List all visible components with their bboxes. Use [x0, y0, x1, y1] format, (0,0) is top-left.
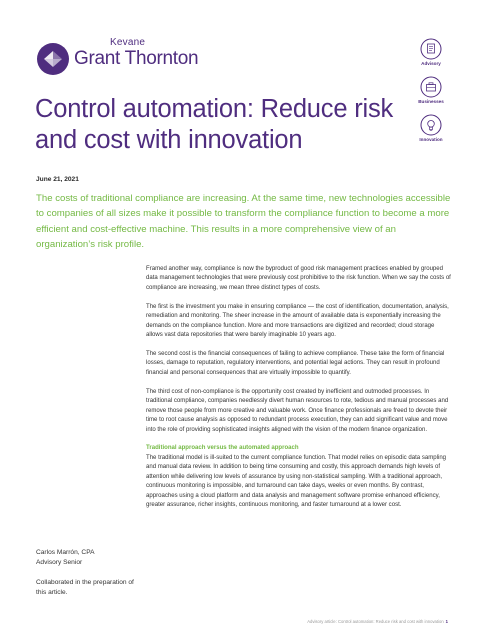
publish-date: June 21, 2021: [36, 176, 79, 183]
lead-paragraph: The costs of traditional compliance are increasing. At the same time, new technologies accessible to companies of all sizes make it possible to transform the compliance function to become a more efficient and cost-effective machine. This results in a more comprehensive view of an organization’s risk profile.: [36, 193, 451, 251]
category-icons: [413, 38, 449, 152]
article-body: [146, 265, 451, 520]
body-paragraph: Framed another way, compliance is now the byproduct of good risk management practices enabled by grouped data management technologies that were previously cost prohibitive to the risk function. When we say the costs of compliance are increasing, we mean three distinct types of costs.: [146, 266, 451, 291]
page-footer: [268, 619, 448, 624]
category-advisory[interactable]: [413, 38, 449, 76]
author-note: Collaborated in the preparation of this article.: [36, 579, 134, 596]
category-innovation[interactable]: [413, 114, 449, 152]
body-paragraph: The first is the investment you make in ensuring compliance — the cost of identification, documentation, analysis, remediation and monitoring. The sheer increase in the amount of available data is exponentially increasing the demands on the compliance function. More and more transactions are digitized and recorded; cloud storage allows vast data repositories that were barely imaginable 10 years ago.: [146, 303, 449, 339]
author-block: [36, 548, 136, 598]
author-name: Carlos Marrón, CPA: [36, 549, 95, 556]
company-logo: [36, 34, 206, 80]
author-role: Advisory Senior: [36, 559, 83, 566]
logo-brand: Grant Thornton: [74, 48, 199, 69]
body-paragraph: The third cost of non-compliance is the opportunity cost created by inefficient and outmoded processes. In traditional compliance, companies needlessly divert human resources to rote, tedious and manual processes and remove those people from more creative and valuable work. Once finance professionals are freed to devote their time to root cause analysis as opposed to redundant process execution, they can add significant value and move into the role of providing sophisticated insights aligned with the vision of the modern finance organization.: [146, 388, 449, 433]
body-paragraph: The traditional model is ill-suited to the current compliance function. That model relies on episodic data sampling and manual data review. In addition to being time consuming and costly, this approach demands high levels of attention while delivering low levels of assurance by using non-statistical sampling. With a traditional approach, continuous monitoring is impossible, and turnaround can take days, weeks or even months. By contrast, approaches using a cloud platform and data analysis and management software promise enhanced efficiency, greater assurance, richer insights, continuous monitoring, and faster turnaround at a lower cost.: [146, 454, 447, 509]
lightbulb-icon: [420, 114, 442, 136]
logo-subbrand: Kevane: [110, 37, 146, 48]
grant-thornton-mark-icon: [36, 42, 70, 76]
briefcase-icon: [420, 76, 442, 98]
document-icon: [420, 38, 442, 60]
category-label: Advisory: [421, 61, 441, 66]
section-subheading: Traditional approach versus the automated approach: [146, 445, 299, 452]
category-label: Businesses: [418, 99, 444, 104]
category-businesses[interactable]: [413, 76, 449, 114]
page-number: 1: [445, 619, 448, 624]
footer-text: Advisory article: Control automation: Reduce risk and cost with innovation: [307, 619, 444, 624]
category-label: Innovation: [419, 137, 443, 142]
article-title: Control automation: Reduce risk and cost with innovation: [35, 95, 394, 154]
body-paragraph: The second cost is the financial consequences of failing to achieve compliance. These take the form of financial losses, damage to reputation, regulatory interventions, and potential legal actions. They can result in profound financial and personal consequences that are virtually impossible to quantify.: [146, 350, 445, 376]
